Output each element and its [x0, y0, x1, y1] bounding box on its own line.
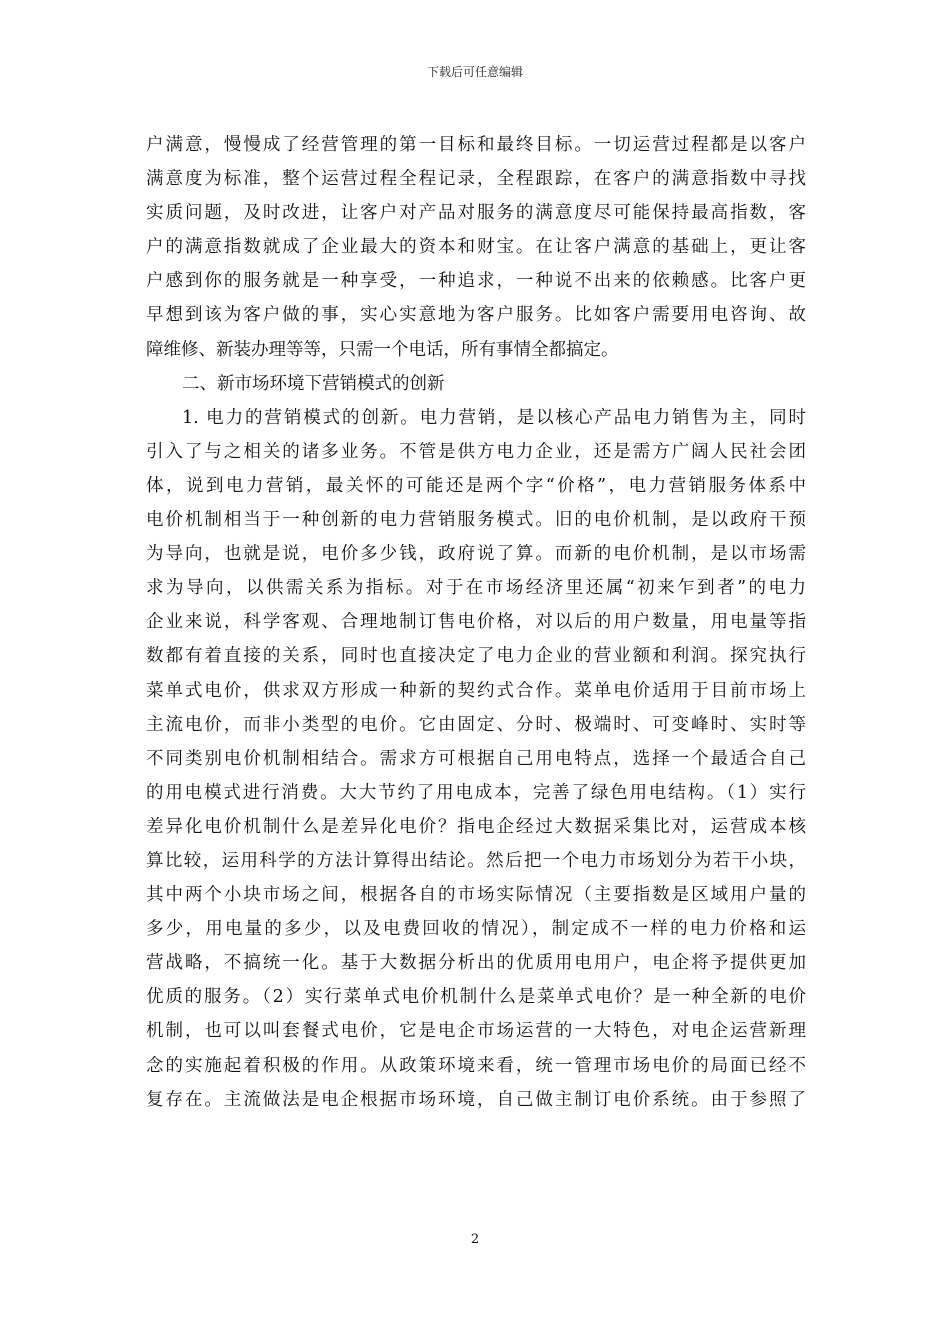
text-line: 优质的服务。（2）实行菜单式电价机制什么是菜单式电价？是一种全新的电价 — [146, 987, 806, 1008]
text-line: 户满意，慢慢成了经营管理的第一目标和最终目标。一切运营过程都是以客户 — [146, 135, 806, 155]
text-line: 念的实施起着积极的作用。从政策环境来看，统一管理市场电价的局面已经不 — [146, 1055, 806, 1076]
text-line: 数都有着直接的关系，同时也直接决定了电力企业的营业额和利润。探究执行 — [146, 646, 806, 667]
text-line: 障维修、新装办理等等，只需一个电话，所有事情全都搞定。 — [146, 339, 619, 360]
text-line: 机制，也可以叫套餐式电价，它是电企市场运营的一大特色，对电企运营新理 — [146, 1021, 806, 1042]
text-line: 不同类别电价机制相结合。需求方可根据自己用电特点，选择一个最适合自己 — [146, 748, 806, 769]
text-line: 1. 电力的营销模式的创新。电力营销，是以核心产品电力销售为主，同时 — [182, 407, 806, 428]
text-line: 为导向，也就是说，电价多少钱，政府说了算。而新的电价机制，是以市场需 — [146, 544, 806, 565]
text-line: 户的满意指数就成了企业最大的资本和财宝。在让客户满意的基础上，更让客 — [146, 237, 806, 258]
text-line: 满意度为标准，整个运营过程全程记录，全程跟踪，在客户的满意指数中寻找 — [146, 169, 806, 190]
text-line: 体，说到电力营销，最关怀的可能还是两个字“价格”，电力营销服务体系中 — [146, 475, 806, 496]
text-line: 的用电模式进行消费。大大节约了用电成本，完善了绿色用电结构。（1）实行 — [146, 782, 806, 803]
text-line: 其中两个小块市场之间，根据各自的市场实际情况（主要指数是区域用户量的 — [146, 885, 806, 906]
text-line: 求为导向，以供需关系为指标。对于在市场经济里还属“初来乍到者”的电力 — [146, 578, 806, 599]
section-heading: 二、新市场环境下营销模式的创新 — [182, 373, 445, 394]
text-line: 电价机制相当于一种创新的电力营销服务模式。旧的电价机制，是以政府干预 — [146, 510, 806, 531]
text-line: 企业来说，科学客观、合理地制订售电价格，对以后的用户数量，用电量等指 — [146, 612, 806, 633]
text-line: 差异化电价机制什么是差异化电价？指电企经过大数据采集比对，运营成本核 — [146, 816, 806, 837]
text-line: 复存在。主流做法是电企根据市场环境，自己做主制订电价系统。由于参照了 — [146, 1089, 806, 1110]
text-line: 营战略，不搞统一化。基于大数据分析出的优质用电用户，电企将予提供更加 — [146, 953, 806, 974]
text-line: 多少，用电量的多少，以及电费回收的情况），制定成不一样的电力价格和运 — [146, 919, 806, 940]
text-line: 算比较，运用科学的方法计算得出结论。然后把一个电力市场划分为若干小块， — [146, 850, 806, 871]
text-line: 菜单式电价，供求双方形成一种新的契约式合作。菜单电价适用于目前市场上 — [146, 680, 806, 701]
page-header: 下载后可任意编辑 — [426, 65, 523, 79]
text-line: 实质问题，及时改进，让客户对产品对服务的满意度尽可能保持最高指数，客 — [146, 203, 806, 224]
text-line: 引入了与之相关的诸多业务。不管是供方电力企业，还是需方广阔人民社会团 — [146, 441, 806, 462]
text-line: 户感到你的服务就是一种享受，一种追求，一种说不出来的依赖感。比客户更 — [146, 271, 806, 292]
document-body — [146, 128, 806, 1117]
text-line: 早想到该为客户做的事，实心实意地为客户服务。比如客户需要用电咨询、故 — [146, 305, 806, 326]
page-number: 2 — [470, 1232, 480, 1247]
text-line: 主流电价，而非小类型的电价。它由固定、分时、极端时、可变峰时、实时等 — [146, 714, 806, 735]
